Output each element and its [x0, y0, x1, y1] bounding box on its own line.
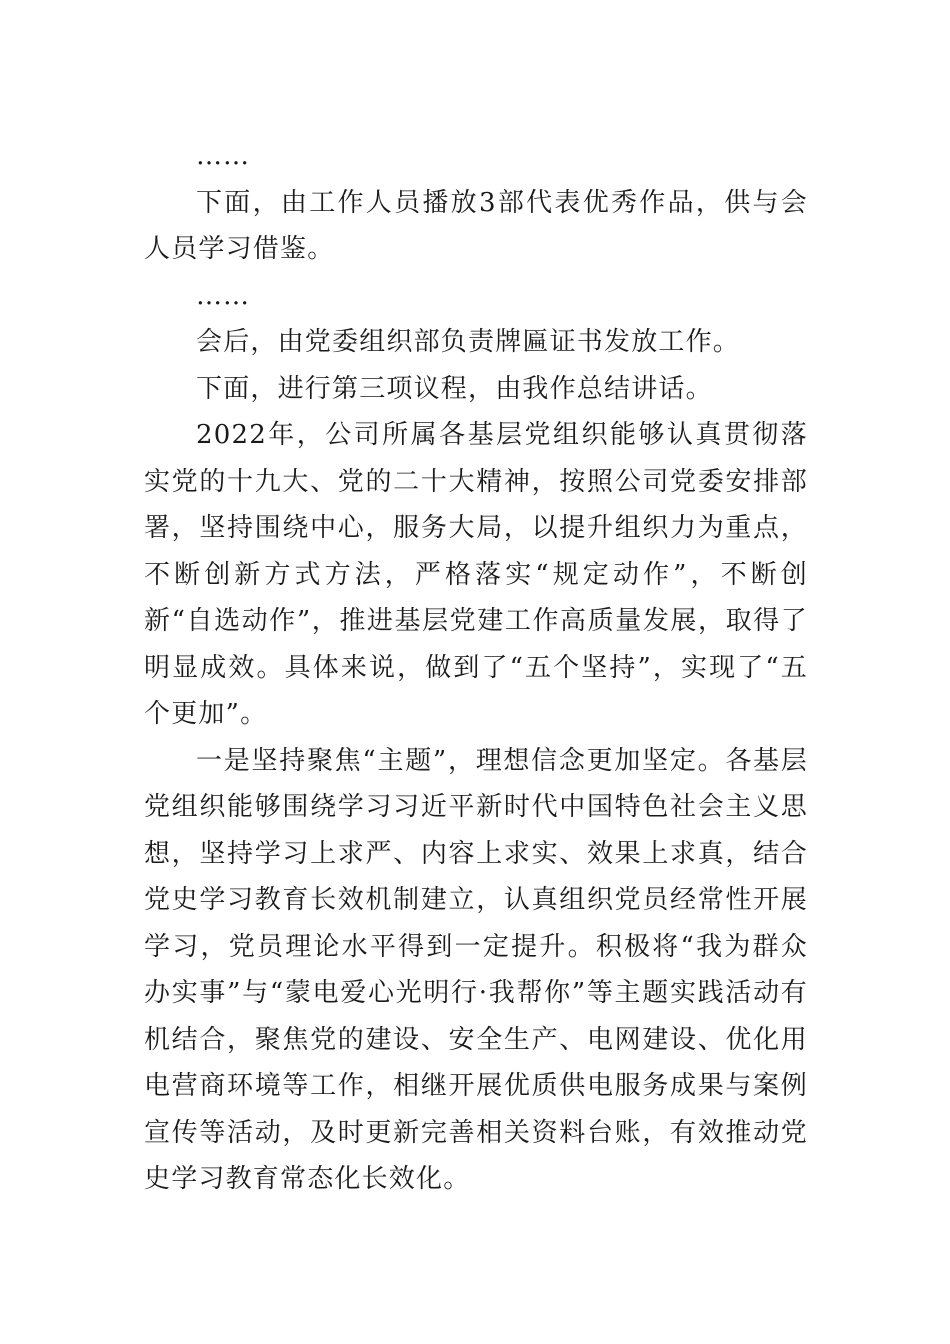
paragraph-video-playback: 下面，由工作人员播放3部代表优秀作品，供与会人员学习借鉴。: [144, 187, 808, 264]
paragraph-point-one: 一是坚持聚焦“主题”，理想信念更加坚定。各基层党组织能够围绕学习习近平新时代中国特色社会主义思想，坚持学习上求严、内容上求实、效果上求真，结合党史学习教育长效机制建立，认真组织党员经常性开展学习，党员理论水平得到一定提升。积极将“我为群众办实事”与“蒙电爱心光明行·我帮你”等主题实践活动有机结合，聚焦党的建设、安全生产、电网建设、优化用电营商环境等工作，相继开展优质供电服务成果与案例宣传等活动，及时更新完善相关资料台账，有效推动党史学习教育常态化长效化。: [144, 745, 808, 1194]
paragraph-ellipsis-2: ……: [196, 280, 250, 311]
document-body: [144, 133, 808, 1203]
paragraph-third-agenda: 下面，进行第三项议程，由我作总结讲话。: [196, 373, 713, 404]
paragraph-ellipsis-1: ……: [196, 141, 250, 171]
paragraph-certificate-distribution: 会后，由党委组织部负责牌匾证书发放工作。: [196, 327, 741, 357]
paragraph-2022-summary: 2022年，公司所属各基层党组织能够认真贯彻落实党的十九大、党的二十大精神，按照公司党委安排部署，坚持围绕中心，服务大局，以提升组织力为重点，不断创新方式方法，严格落实“规定动作”，不断创新“自选动作”，推进基层党建工作高质量发展，取得了明显成效。具体来说，做到了“五个坚持”，实现了“五个更加”。: [144, 420, 808, 729]
